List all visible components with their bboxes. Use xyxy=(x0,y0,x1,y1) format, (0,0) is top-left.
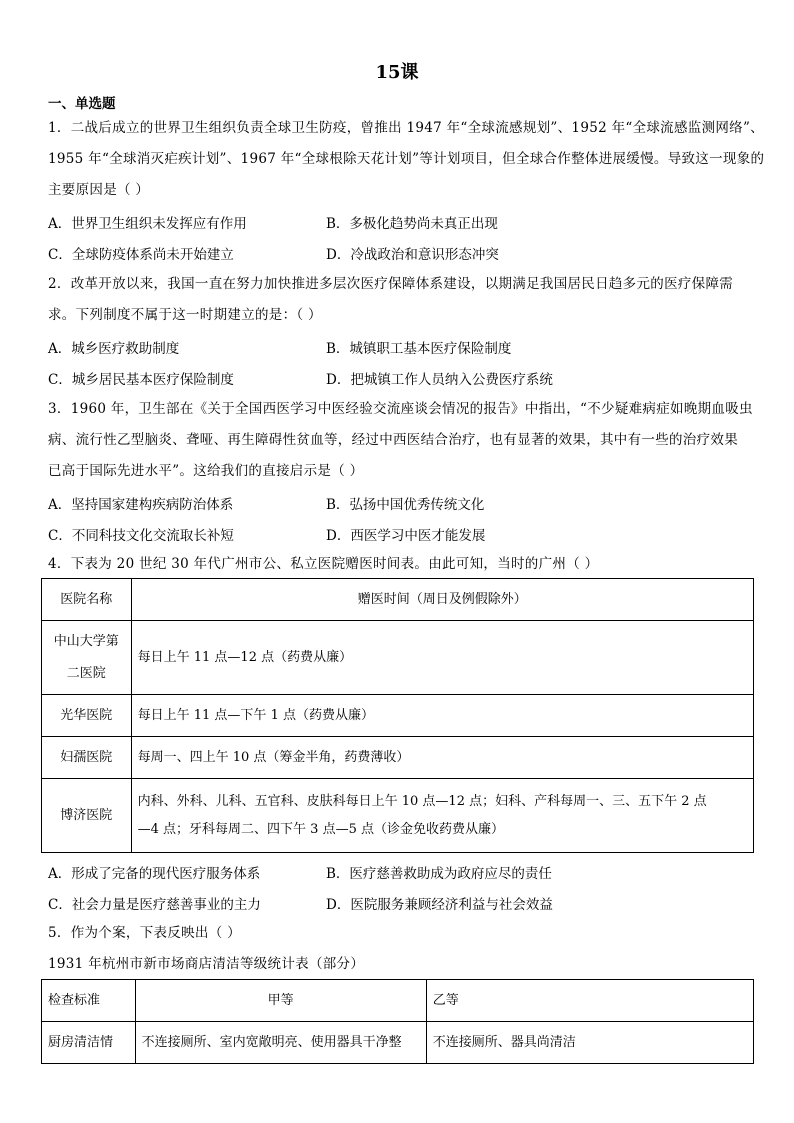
table-row xyxy=(42,779,754,853)
hospital-time-line: 内科、外科、儿科、五官科、皮肤科每日上午 10 点—12 点；妇科、产科每周一、三、五下午 2 点 xyxy=(137,793,707,809)
q2-line-1: 2．改革开放以来，我国一直在努力加快推进多层次医疗保障体系建设，以期满足我国居民日趋多元的医疗保障需 xyxy=(48,276,734,292)
table-row xyxy=(42,1022,754,1064)
table-row xyxy=(42,621,754,695)
q4-option-d: D．医院服务兼顾经济利益与社会效益 xyxy=(326,897,553,913)
page-title: 15课 xyxy=(375,62,419,83)
q1-line-2: 1955 年“全球消灭疟疾计划”、1967 年“全球根除天花计划”等计划项目，但全球合作整体进展缓慢。导致这一现象的 xyxy=(48,151,765,167)
q4-option-a: A．形成了完备的现代医疗服务体系 xyxy=(48,866,261,882)
table-cell: 不连接厕所、室内宽敞明亮、使用器具干净整 xyxy=(135,1022,426,1064)
q5-table-caption: 1931 年杭州市新市场商店清洁等级统计表（部分） xyxy=(48,956,365,972)
hospital-time-cell: 每日上午 11 点—12 点（药费从廉） xyxy=(131,621,753,695)
q4-line-1: 4．下表为 20 世纪 30 年代广州市公、私立医院赠医时间表。由此可知，当时的广州（ ） xyxy=(48,556,599,572)
table-row xyxy=(42,695,754,737)
q5-line-1: 5．作为个案，下表反映出（ ） xyxy=(48,925,241,941)
q3-line-2: 病、流行性乙型脑炎、聋哑、再生障碍性贫血等，经过中西医结合治疗，也有显著的效果，其中有一些的治疗效果 xyxy=(48,432,738,448)
table-row xyxy=(42,737,754,779)
q2-option-d: D．把城镇工作人员纳入公费医疗系统 xyxy=(326,372,553,388)
q3-option-c: C．不同科技文化交流取长补短 xyxy=(48,528,234,544)
q2-option-c: C．城乡居民基本医疗保险制度 xyxy=(48,372,234,388)
table-cell: 不连接厕所、器具尚清洁 xyxy=(426,1022,753,1064)
hospital-name-cell xyxy=(42,621,132,695)
q1-option-d: D．冷战政治和意识形态冲突 xyxy=(326,247,499,263)
table-header: 甲等 xyxy=(135,980,426,1022)
q4-option-b: B．医疗慈善救助成为政府应尽的责任 xyxy=(326,866,552,882)
q1-line-1: 1．二战后成立的世界卫生组织负责全球卫生防疫，曾推出 1947 年“全球流感规划”、1952 年“全球流感监测网络”、 xyxy=(48,120,764,136)
table-header: 医院名称 xyxy=(42,579,132,621)
section-heading: 一、单选题 xyxy=(48,96,116,112)
hospital-time-cell: 每日上午 11 点—下午 1 点（药费从廉） xyxy=(131,695,753,737)
q3-option-d: D．西医学习中医才能发展 xyxy=(326,528,486,544)
hospital-table xyxy=(41,578,754,853)
table-header: 乙等 xyxy=(426,980,753,1022)
q3-option-b: B．弘扬中国优秀传统文化 xyxy=(326,497,485,513)
q1-option-b: B．多极化趋势尚未真正出现 xyxy=(326,216,498,232)
table-header: 赠医时间（周日及例假除外） xyxy=(131,579,753,621)
q3-option-a: A．坚持国家建构疾病防治体系 xyxy=(48,497,234,513)
hospital-name: 中山大学第二医院 xyxy=(53,633,119,681)
q4-option-c: C．社会力量是医疗慈善事业的主力 xyxy=(48,897,261,913)
q1-option-a: A．世界卫生组织未发挥应有作用 xyxy=(48,216,247,232)
hospital-time-cell xyxy=(131,779,753,853)
hospital-name-cell: 妇孺医院 xyxy=(42,737,132,779)
q2-line-2: 求。下列制度不属于这一时期建立的是：（ ） xyxy=(48,307,322,323)
hospital-time-line: —4 点；牙科每周二、四下午 3 点—5 点（诊金免收药费从廉） xyxy=(137,821,504,837)
q3-line-1: 3．1960 年，卫生部在《关于全国西医学习中医经验交流座谈会情况的报告》中指出，“不少疑难病症如晚期血吸虫 xyxy=(48,401,753,417)
table-header-row xyxy=(42,579,754,621)
table-header-row xyxy=(42,980,754,1022)
q1-line-3: 主要原因是（ ） xyxy=(48,182,150,198)
q2-option-a: A．城乡医疗救助制度 xyxy=(48,341,180,357)
table-cell: 厨房清洁情 xyxy=(42,1022,136,1064)
hospital-time-cell: 每周一、四上午 10 点（筹金半角，药费薄收） xyxy=(131,737,753,779)
table-header: 检查标准 xyxy=(42,980,136,1022)
q1-option-c: C．全球防疫体系尚未开始建立 xyxy=(48,247,234,263)
cleanliness-table xyxy=(41,979,754,1064)
q3-line-3: 已高于国际先进水平”。这给我们的直接启示是（ ） xyxy=(48,463,364,479)
hospital-name-cell: 博济医院 xyxy=(42,779,132,853)
hospital-name-cell: 光华医院 xyxy=(42,695,132,737)
q2-option-b: B．城镇职工基本医疗保险制度 xyxy=(326,341,512,357)
